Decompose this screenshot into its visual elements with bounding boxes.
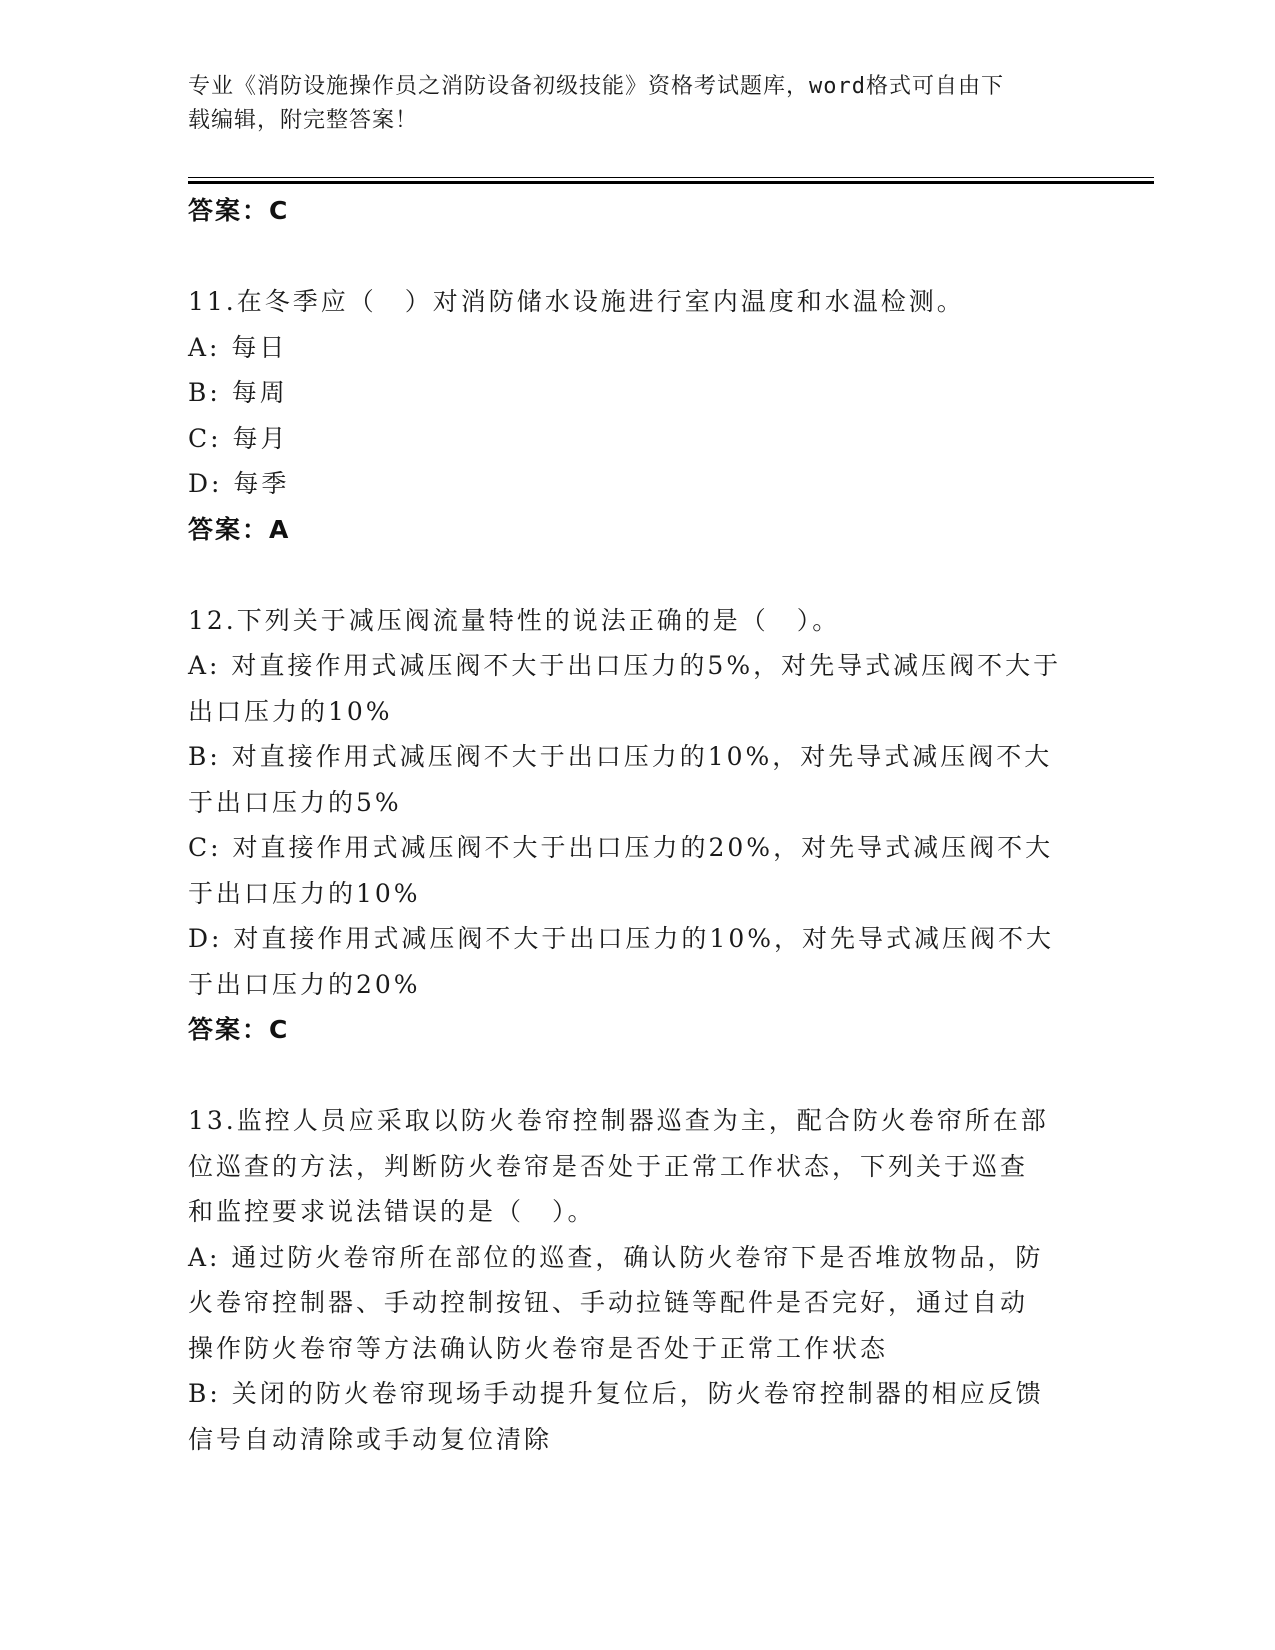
answer-option — [188, 1235, 1088, 1372]
option-text: A: 对直接作用式减压阀不大于出口压力的5%，对先导式减压阀不大于 — [188, 651, 1062, 680]
option-text: 出口压力的10% — [188, 696, 393, 726]
option-text: C: 对直接作用式减压阀不大于出口压力的20%，对先导式减压阀不大 — [188, 833, 1054, 862]
option-text: B: 每周 — [188, 378, 288, 407]
answer-option — [188, 734, 1088, 825]
option-text: A: 通过防火卷帘所在部位的巡查，确认防火卷帘下是否堆放物品，防 — [188, 1242, 1044, 1272]
question-text: 11.在冬季应（ ）对消防储水设施进行室内温度和水温检测。 — [188, 287, 965, 316]
spacer — [188, 234, 1088, 280]
question-text: 12.下列关于减压阀流量特性的说法正确的是（ ）。 — [188, 605, 841, 635]
option-text: 操作防火卷帘等方法确认防火卷帘是否处于正常工作状态 — [188, 1333, 889, 1363]
question-answer: 答案：C — [188, 1015, 290, 1044]
question-text: 位巡查的方法，判断防火卷帘是否处于正常工作状态，下列关于巡查 — [188, 1151, 1029, 1181]
answer-option — [188, 1371, 1088, 1462]
option-text: D: 每季 — [188, 469, 290, 498]
option-text: 信号自动清除或手动复位清除 — [188, 1424, 553, 1454]
option-text: 于出口压力的20% — [188, 969, 421, 999]
answer-option — [188, 643, 1088, 734]
option-text: B: 对直接作用式减压阀不大于出口压力的10%，对先导式减压阀不大 — [188, 742, 1053, 771]
question-text: 和监控要求说法错误的是（ ）。 — [188, 1197, 596, 1226]
header-divider-thin — [188, 177, 1154, 178]
question-block — [188, 279, 1088, 598]
option-text: D: 对直接作用式减压阀不大于出口压力的10%，对先导式减压阀不大 — [188, 924, 1054, 953]
header-line-1: 专业《消防设施操作员之消防设备初级技能》资格考试题库，word格式可自由下 — [188, 74, 1004, 99]
option-text: 火卷帘控制器、手动控制按钮、手动拉链等配件是否完好，通过自动 — [188, 1288, 1029, 1317]
document-header — [188, 70, 1088, 138]
spacer — [188, 1053, 1088, 1099]
option-text: A: 每日 — [188, 332, 288, 362]
question-text: 13.监控人员应采取以防火卷帘控制器巡查为主，配合防火卷帘所在部 — [188, 1106, 1049, 1135]
spacer — [188, 552, 1088, 598]
question-answer: 答案：A — [188, 514, 291, 544]
option-text: B: 关闭的防火卷帘现场手动提升复位后，防火卷帘控制器的相应反馈 — [188, 1379, 1044, 1408]
question-block — [188, 598, 1088, 1099]
previous-answer: 答案：C — [188, 196, 290, 225]
answer-option — [188, 916, 1088, 1007]
question-block — [188, 1098, 1088, 1462]
answer-option — [188, 325, 1088, 371]
answer-option — [188, 416, 1088, 462]
answer-option — [188, 825, 1088, 916]
option-text: 于出口压力的5% — [188, 787, 402, 817]
option-text: C: 每月 — [188, 423, 289, 453]
header-divider-thick — [188, 181, 1154, 184]
answer-option — [188, 370, 1088, 416]
question-list — [188, 188, 1088, 1462]
header-line-2: 载编辑，附完整答案！ — [188, 108, 419, 133]
answer-option — [188, 461, 1088, 507]
option-text: 于出口压力的10% — [188, 878, 421, 908]
